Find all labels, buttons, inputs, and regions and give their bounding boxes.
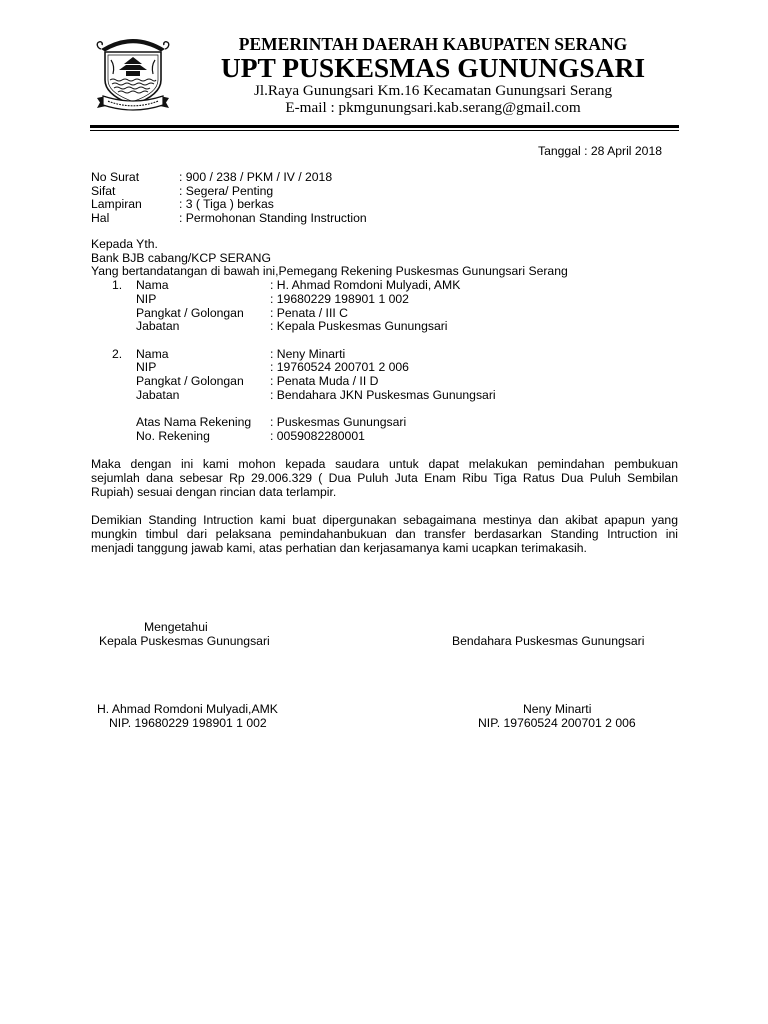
left-signer-position: Kepala Puskesmas Gunungsari bbox=[99, 634, 270, 648]
meta-row-number bbox=[91, 171, 678, 185]
signatory-field bbox=[91, 389, 678, 403]
emblem-crest bbox=[97, 39, 168, 52]
signatory-field bbox=[91, 293, 678, 307]
field-value: : Kepala Puskesmas Gunungsari bbox=[270, 319, 448, 334]
field-label: Atas Nama Rekening bbox=[136, 415, 252, 430]
meta-label: Lampiran bbox=[91, 197, 142, 211]
list-number: 2. bbox=[112, 346, 123, 361]
signatory-field bbox=[91, 307, 678, 321]
meta-label: Hal bbox=[91, 210, 110, 225]
indent-spacer bbox=[91, 375, 136, 389]
letterhead-divider-thin bbox=[90, 130, 679, 131]
indent-spacer bbox=[91, 416, 136, 430]
indent-spacer bbox=[91, 307, 136, 321]
meta-row-nature bbox=[91, 185, 678, 199]
serang-regency-emblem-icon bbox=[95, 34, 171, 114]
institution-address: Jl.Raya Gunungsari Km.16 Kecamatan Gunungsari Serang bbox=[253, 82, 613, 99]
account-field bbox=[91, 430, 678, 444]
field-value: : 0059082280001 bbox=[270, 428, 365, 443]
field-value: : 19760524 200701 2 006 bbox=[270, 360, 409, 375]
paragraph-line: menjadi tanggung jawab kami, atas perhatian dan kerjasamanya kami ucapkan terimakasih. bbox=[91, 541, 587, 555]
signatory-1 bbox=[91, 279, 678, 334]
field-label: Pangkat / Golongan bbox=[136, 374, 244, 389]
field-label: Nama bbox=[136, 278, 169, 293]
indent-spacer bbox=[91, 430, 136, 444]
meta-value: : Permohonan Standing Instruction bbox=[179, 210, 367, 225]
meta-row-attachment bbox=[91, 198, 678, 212]
field-label: Nama bbox=[136, 346, 169, 361]
field-value: : Penata Muda / II D bbox=[270, 374, 379, 389]
field-label: No. Rekening bbox=[136, 428, 210, 443]
institution-name: UPT PUSKESMAS GUNUNGSARI bbox=[220, 52, 646, 83]
indent-spacer bbox=[91, 389, 136, 403]
left-signer-name: H. Ahmad Romdoni Mulyadi,AMK bbox=[97, 702, 278, 716]
indent-spacer bbox=[91, 361, 136, 375]
meta-label: No Surat bbox=[91, 170, 140, 184]
right-signer-name: Neny Minarti bbox=[523, 702, 592, 716]
field-label: Pangkat / Golongan bbox=[136, 305, 244, 320]
acknowledgement-label: Mengetahui bbox=[144, 620, 208, 634]
meta-label: Sifat bbox=[91, 183, 116, 198]
logo bbox=[95, 34, 171, 114]
blank-line bbox=[91, 402, 678, 416]
field-value: : H. Ahmad Romdoni Mulyadi, AMK bbox=[270, 278, 461, 293]
government-name: PEMERINTAH DAERAH KABUPATEN SERANG bbox=[238, 34, 628, 54]
signatory-field bbox=[91, 320, 678, 334]
signatory-field bbox=[91, 375, 678, 389]
letter-body-details bbox=[91, 238, 678, 444]
right-signer-position: Bendahara Puskesmas Gunungsari bbox=[452, 634, 645, 648]
field-label: Jabatan bbox=[136, 319, 180, 334]
field-label: Jabatan bbox=[136, 387, 180, 402]
meta-value: : 3 ( Tiga ) berkas bbox=[179, 197, 274, 211]
paragraph-line: Maka dengan ini kami mohon kepada saudara untuk dapat melakukan pemindahan pembukuan bbox=[91, 457, 678, 471]
right-signer-nip: NIP. 19760524 200701 2 006 bbox=[478, 716, 636, 730]
letter-date: Tanggal : 28 April 2018 bbox=[538, 144, 662, 158]
field-value: : Bendahara JKN Puskesmas Gunungsari bbox=[270, 387, 496, 402]
field-label: NIP bbox=[136, 291, 157, 306]
recipient-bank: Bank BJB cabang/KCP SERANG bbox=[91, 250, 271, 265]
field-label: NIP bbox=[136, 360, 157, 375]
field-value: : Puskesmas Gunungsari bbox=[270, 415, 407, 430]
indent-spacer bbox=[91, 320, 136, 334]
account-details bbox=[91, 416, 678, 443]
signatory-field bbox=[91, 279, 678, 293]
signatory-2 bbox=[91, 348, 678, 403]
field-value: : Penata / III C bbox=[270, 305, 348, 320]
signatory-field bbox=[91, 361, 678, 375]
closing-paragraph bbox=[91, 513, 678, 555]
meta-value: : Segera/ Penting bbox=[179, 183, 274, 198]
institution-email: E-mail : pkmgunungsari.kab.serang@gmail.com bbox=[285, 99, 581, 116]
field-value: : Neny Minarti bbox=[270, 346, 346, 361]
meta-value: : 900 / 238 / PKM / IV / 2018 bbox=[179, 170, 333, 184]
field-value: : 19680229 198901 1 002 bbox=[270, 291, 409, 306]
meta-row-subject bbox=[91, 212, 678, 226]
letter-meta-table bbox=[91, 171, 678, 225]
paragraph-line: Demikian Standing Intruction kami buat dipergunakan sebagaimana mestinya dan akibat apapun yang bbox=[91, 513, 678, 527]
account-field bbox=[91, 416, 678, 430]
intro-sentence: Yang bertandatangan di bawah ini,Pemegang Rekening Puskesmas Gunungsari Serang bbox=[91, 264, 568, 279]
left-signer-nip: NIP. 19680229 198901 1 002 bbox=[109, 716, 267, 730]
indent-spacer bbox=[91, 293, 136, 307]
letterhead-divider-thick bbox=[90, 125, 679, 128]
list-number: 1. bbox=[112, 278, 123, 293]
signatory-field bbox=[91, 348, 678, 362]
paragraph-line: Rupiah) sesuai dengan rincian data terlampir. bbox=[91, 485, 337, 499]
blank-line bbox=[91, 334, 678, 348]
recipient-greeting: Kepada Yth. bbox=[91, 237, 158, 251]
paragraph-line: mungkin timbul dari pelaksana pemindahanbukuan dan transfer berdasarkan Standing Intruction ini bbox=[91, 527, 678, 541]
request-paragraph bbox=[91, 457, 678, 499]
paragraph-line: sejumlah dana sebesar Rp 29.006.329 ( Dua Puluh Juta Enam Ribu Tiga Ratus Dua Puluh Sembilan bbox=[91, 471, 678, 485]
